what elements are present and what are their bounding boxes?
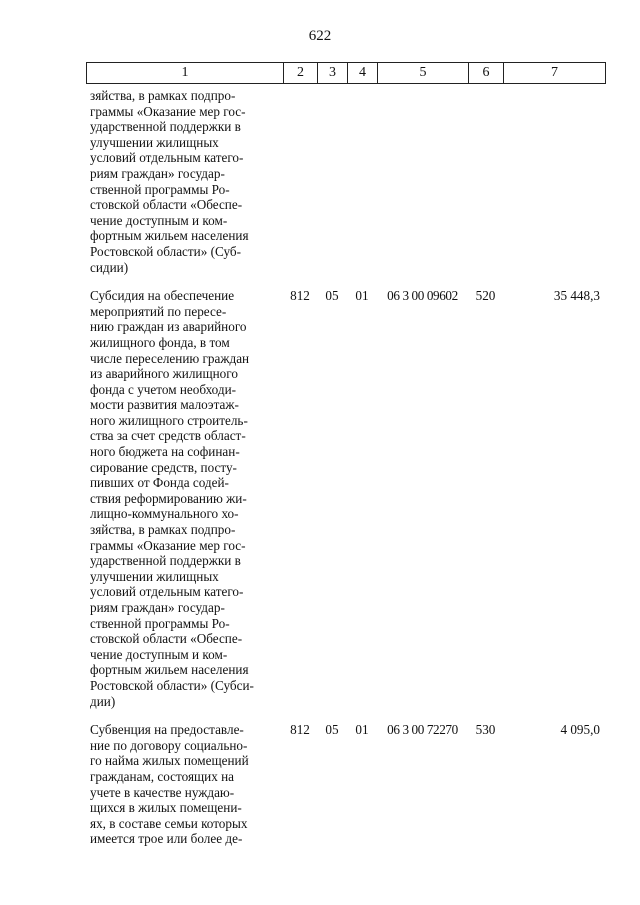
cell-column-6: 530: [475, 722, 496, 738]
cell-column-6: 520: [475, 288, 496, 304]
description-line: сирование средств, посту-: [90, 459, 237, 475]
description-line: дии): [90, 693, 116, 709]
cell-column-7: 4 095,0: [560, 722, 600, 738]
cell-column-4: 01: [355, 722, 369, 738]
table-body: [86, 88, 606, 860]
table-header: [86, 62, 606, 84]
description-line: ствия реформированию жи-: [90, 490, 247, 506]
column-header-3: 3: [317, 62, 347, 84]
description-line: чение доступным и ком-: [90, 646, 228, 662]
description-line: пивших от Фонда содей-: [90, 475, 229, 491]
cell-column-4: 01: [355, 288, 369, 304]
description-line: Субвенция на предоставле-: [90, 722, 244, 738]
row-description: [86, 88, 283, 275]
description-line: граммы «Оказание мер гос-: [90, 103, 246, 119]
description-line: ного бюджета на софинан-: [90, 444, 240, 460]
table-row: [86, 288, 606, 709]
description-line: улучшении жилищных: [90, 134, 219, 150]
cell-column-2: [283, 88, 317, 275]
column-header-5: 5: [377, 62, 468, 84]
description-line: ях, в составе семьи которых: [90, 815, 248, 831]
column-header-2: 2: [283, 62, 317, 84]
cell-column-3: 05: [325, 288, 339, 304]
description-line: зяйства, в рамках подпро-: [90, 88, 236, 103]
description-line: условий отдельным катего-: [90, 584, 244, 600]
description-line: фортным жильем населения: [90, 228, 249, 244]
cell-column-6: [468, 88, 503, 275]
page-number: 622: [308, 28, 332, 44]
description-line: учете в качестве нуждаю-: [90, 784, 235, 800]
description-line: сидии): [90, 259, 129, 275]
description-line: щихся в жилых помещени-: [90, 800, 242, 816]
description-line: ние по договору социально-: [90, 737, 248, 753]
column-header-1: 1: [86, 62, 283, 84]
description-line: Субсидия на обеспечение: [90, 288, 235, 304]
description-line: зяйства, в рамках подпро-: [90, 522, 236, 538]
description-line: ства за счет средств област-: [90, 428, 246, 444]
description-line: нию граждан из аварийного: [90, 319, 247, 335]
description-line: ного жилищного строитель-: [90, 412, 248, 428]
cell-column-3: [317, 88, 347, 275]
description-line: лищно-коммунального хо-: [90, 506, 239, 522]
description-line: ственной программы Ро-: [90, 181, 230, 197]
cell-column-2: 812: [290, 722, 310, 738]
description-line: стовской области «Обеспе-: [90, 197, 243, 213]
cell-column-4: [347, 88, 377, 275]
description-line: Ростовской области» (Субси-: [90, 677, 254, 693]
row-description: [86, 288, 283, 709]
cell-column-7: 35 448,3: [553, 288, 600, 304]
description-line: из аварийного жилищного: [90, 366, 238, 382]
column-header-4: 4: [347, 62, 377, 84]
description-line: гражданам, состоящих на: [90, 768, 235, 784]
cell-column-5: 06 3 00 72270: [387, 722, 458, 738]
description-line: граммы «Оказание мер гос-: [90, 537, 246, 553]
description-line: чение доступным и ком-: [90, 212, 228, 228]
description-line: фортным жильем населения: [90, 662, 249, 678]
description-line: условий отдельным катего-: [90, 150, 244, 166]
description-line: имеется трое или более де-: [90, 831, 243, 847]
description-line: Ростовской области» (Суб-: [90, 243, 242, 259]
description-line: жилищного фонда, в том: [90, 334, 230, 350]
table-row: [86, 722, 606, 847]
description-line: риям граждан» государ-: [90, 600, 225, 615]
description-line: ударственной поддержки в: [90, 553, 241, 569]
cell-column-5: 06 3 00 09602: [387, 288, 458, 304]
description-line: го найма жилых помещений: [90, 753, 249, 769]
cell-column-2: 812: [290, 288, 310, 304]
table-row: [86, 88, 606, 275]
description-line: ударственной поддержки в: [90, 119, 241, 135]
cell-column-7: [503, 88, 606, 275]
description-line: мости развития малоэтаж-: [90, 397, 239, 413]
cell-column-3: 05: [325, 722, 339, 738]
description-line: улучшении жилищных: [90, 568, 219, 584]
column-header-6: 6: [468, 62, 503, 84]
description-line: числе переселению граждан: [90, 350, 250, 366]
description-line: фонда с учетом необходи-: [90, 381, 237, 397]
row-description: [86, 722, 283, 847]
description-line: риям граждан» государ-: [90, 165, 225, 181]
column-header-7: 7: [503, 62, 606, 84]
description-line: мероприятий по пересе-: [90, 303, 227, 319]
cell-column-5: [377, 88, 468, 275]
description-line: ственной программы Ро-: [90, 615, 230, 631]
description-line: стовской области «Обеспе-: [90, 631, 243, 647]
